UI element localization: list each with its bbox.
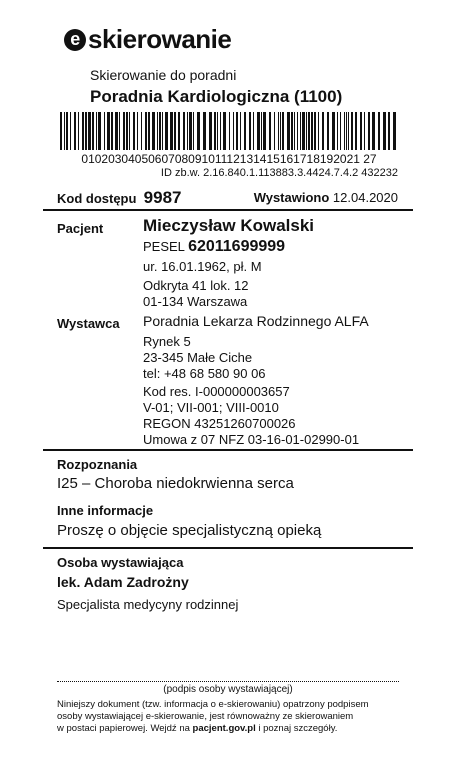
barcode-bar <box>280 112 281 150</box>
barcode <box>60 112 398 150</box>
barcode-bar <box>170 112 173 150</box>
barcode-digits: 010203040506070809101112131415161718192021 27 <box>81 152 377 166</box>
issuing-person-name: lek. Adam Zadrożny <box>57 574 189 590</box>
footer-line3-text: w postaci papierowej. Wejdź na <box>57 723 193 734</box>
footer-line3 <box>57 723 337 734</box>
barcode-bar <box>308 112 310 150</box>
barcode-bar <box>85 112 87 150</box>
barcode-bar <box>165 112 168 150</box>
issuing-person-specialty: Specjalista medycyny rodzinnej <box>57 597 239 612</box>
patient-address-line2: 01-134 Warszawa <box>143 294 248 309</box>
diagnosis-label: Rozpoznania <box>57 457 138 472</box>
issuer-name: Poradnia Lekarza Rodzinnego ALFA <box>143 313 369 329</box>
barcode-bar <box>111 112 113 150</box>
barcode-bar <box>126 112 128 150</box>
barcode-bar <box>115 112 118 150</box>
barcode-bar <box>269 112 271 150</box>
barcode-bar <box>157 112 158 150</box>
barcode-bar <box>257 112 260 150</box>
clinic-name: Poradnia Kardiologiczna (1100) <box>90 87 343 106</box>
barcode-bar <box>351 112 353 150</box>
other-info-label: Inne informacje <box>57 503 154 518</box>
barcode-bar <box>223 112 226 150</box>
barcode-bar <box>137 112 138 150</box>
barcode-bar <box>278 112 279 150</box>
barcode-bar <box>393 112 396 150</box>
barcode-bar <box>214 112 216 150</box>
barcode-bar <box>98 112 101 150</box>
divider <box>43 547 413 549</box>
barcode-bar <box>209 112 212 150</box>
barcode-bar <box>378 112 380 150</box>
barcode-bar <box>152 112 155 150</box>
signature-caption: (podpis osoby wystawiającej) <box>163 684 293 695</box>
signature-line <box>57 681 399 682</box>
barcode-bar <box>60 112 62 150</box>
barcode-bar <box>244 112 246 150</box>
barcode-bar <box>133 112 135 150</box>
barcode-bar <box>229 112 230 150</box>
barcode-bar <box>300 112 301 150</box>
barcode-bar <box>332 112 335 150</box>
diagnosis-value: I25 – Choroba niedokrwienna serca <box>57 475 294 492</box>
barcode-bar <box>388 112 390 150</box>
barcode-bar <box>348 112 349 150</box>
issuer-address-line2: 23-345 Małe Ciche <box>143 350 253 365</box>
patient-address-line1: Odkryta 41 lok. 12 <box>143 278 249 293</box>
barcode-bar <box>294 112 295 150</box>
barcode-bar <box>92 112 94 150</box>
barcode-bar <box>322 112 324 150</box>
record-id: ID zb.w. 2.16.840.1.113883.3.4424.7.4.2 432232 <box>160 167 398 179</box>
barcode-bar <box>220 112 221 150</box>
barcode-bar <box>360 112 362 150</box>
access-code-value: 9987 <box>143 188 182 207</box>
barcode-bar <box>104 112 105 150</box>
pesel-label: PESEL <box>143 239 185 254</box>
barcode-bar <box>88 112 91 150</box>
footer-link[interactable]: pacjent.gov.pl <box>192 723 256 734</box>
barcode-bar <box>306 112 307 150</box>
barcode-bar <box>193 112 194 150</box>
issuer-regon: REGON 43251260700026 <box>143 416 296 431</box>
barcode-bar <box>274 112 275 150</box>
patient-name: Mieczysław Kowalski <box>143 216 315 235</box>
barcode-bar <box>203 112 206 150</box>
divider <box>43 209 413 211</box>
barcode-bar <box>178 112 180 150</box>
barcode-bar <box>64 112 65 150</box>
barcode-bar <box>314 112 316 150</box>
barcode-bar <box>261 112 262 150</box>
barcode-bar <box>282 112 284 150</box>
barcode-bar <box>287 112 290 150</box>
access-code <box>57 188 182 208</box>
barcode-bar <box>96 112 97 150</box>
issuer-codes: V-01; VII-001; VIII-0010 <box>143 400 279 415</box>
barcode-bar <box>148 112 150 150</box>
barcode-bar <box>236 112 238 150</box>
barcode-bar <box>159 112 161 150</box>
issuer-res-code: Kod res. I-000000003657 <box>143 384 290 399</box>
barcode-bar <box>249 112 251 150</box>
issuer-address-line1: Rynek 5 <box>143 334 191 349</box>
issued-label: Wystawiono <box>253 190 330 205</box>
barcode-bar <box>355 112 357 150</box>
barcode-bar <box>337 112 338 150</box>
footer-line1: Niniejszy dokument (tzw. informacja o e-skierowaniu) opatrzony podpisem <box>57 699 369 710</box>
barcode-bar <box>129 112 130 150</box>
barcode-bar <box>297 112 298 150</box>
barcode-bar <box>174 112 176 150</box>
issuing-person-label: Osoba wystawiająca <box>57 555 184 570</box>
barcode-bar <box>327 112 329 150</box>
barcode-bar <box>197 112 200 150</box>
barcode-bar <box>189 112 192 150</box>
barcode-bar <box>70 112 71 150</box>
barcode-bar <box>107 112 110 150</box>
logo-e-icon: e <box>64 29 86 51</box>
barcode-bar <box>346 112 347 150</box>
logo <box>64 24 231 55</box>
barcode-bar <box>141 112 142 150</box>
barcode-bar <box>383 112 386 150</box>
barcode-bar <box>364 112 365 150</box>
barcode-bar <box>78 112 79 150</box>
barcode-bar <box>291 112 293 150</box>
barcode-bar <box>162 112 163 150</box>
document-subtitle: Skierowanie do poradni <box>90 67 237 83</box>
barcode-bar <box>183 112 185 150</box>
barcode-bar <box>253 112 254 150</box>
barcode-bar <box>318 112 319 150</box>
barcode-bar <box>187 112 188 150</box>
barcode-bar <box>217 112 218 150</box>
patient-birth: ur. 16.01.1962, pł. M <box>143 259 262 274</box>
barcode-bar <box>123 112 125 150</box>
patient-label: Pacjent <box>57 221 104 236</box>
barcode-bar <box>82 112 84 150</box>
barcode-bar <box>233 112 234 150</box>
barcode-bar <box>311 112 313 150</box>
footer-line3-end: i poznaj szczegóły. <box>255 723 338 734</box>
footer-line2: osoby wystawiającej e-skierowanie, jest równoważny ze skierowaniem <box>57 711 354 722</box>
barcode-bar <box>368 112 370 150</box>
barcode-bar <box>344 112 345 150</box>
barcode-bar <box>340 112 341 150</box>
divider <box>43 449 413 451</box>
barcode-bar <box>145 112 147 150</box>
issued-date <box>254 190 398 205</box>
other-info-value: Proszę o objęcie specjalistyczną opieką <box>57 522 322 539</box>
barcode-bar <box>302 112 305 150</box>
pesel-value: 62011699999 <box>188 238 286 255</box>
logo-text: skierowanie <box>88 24 232 54</box>
issuer-phone: tel: +48 68 580 90 06 <box>143 366 266 381</box>
issuer-contract: Umowa z 07 NFZ 03-16-01-02990-01 <box>143 432 360 447</box>
barcode-bar <box>372 112 375 150</box>
barcode-bar <box>74 112 76 150</box>
barcode-bar <box>240 112 241 150</box>
barcode-bar <box>263 112 266 150</box>
patient-pesel <box>143 238 285 256</box>
issued-value: 12.04.2020 <box>332 190 398 205</box>
access-code-label: Kod dostępu <box>57 191 137 206</box>
barcode-bar <box>119 112 120 150</box>
barcode-bar <box>66 112 68 150</box>
issuer-label: Wystawca <box>57 316 120 331</box>
